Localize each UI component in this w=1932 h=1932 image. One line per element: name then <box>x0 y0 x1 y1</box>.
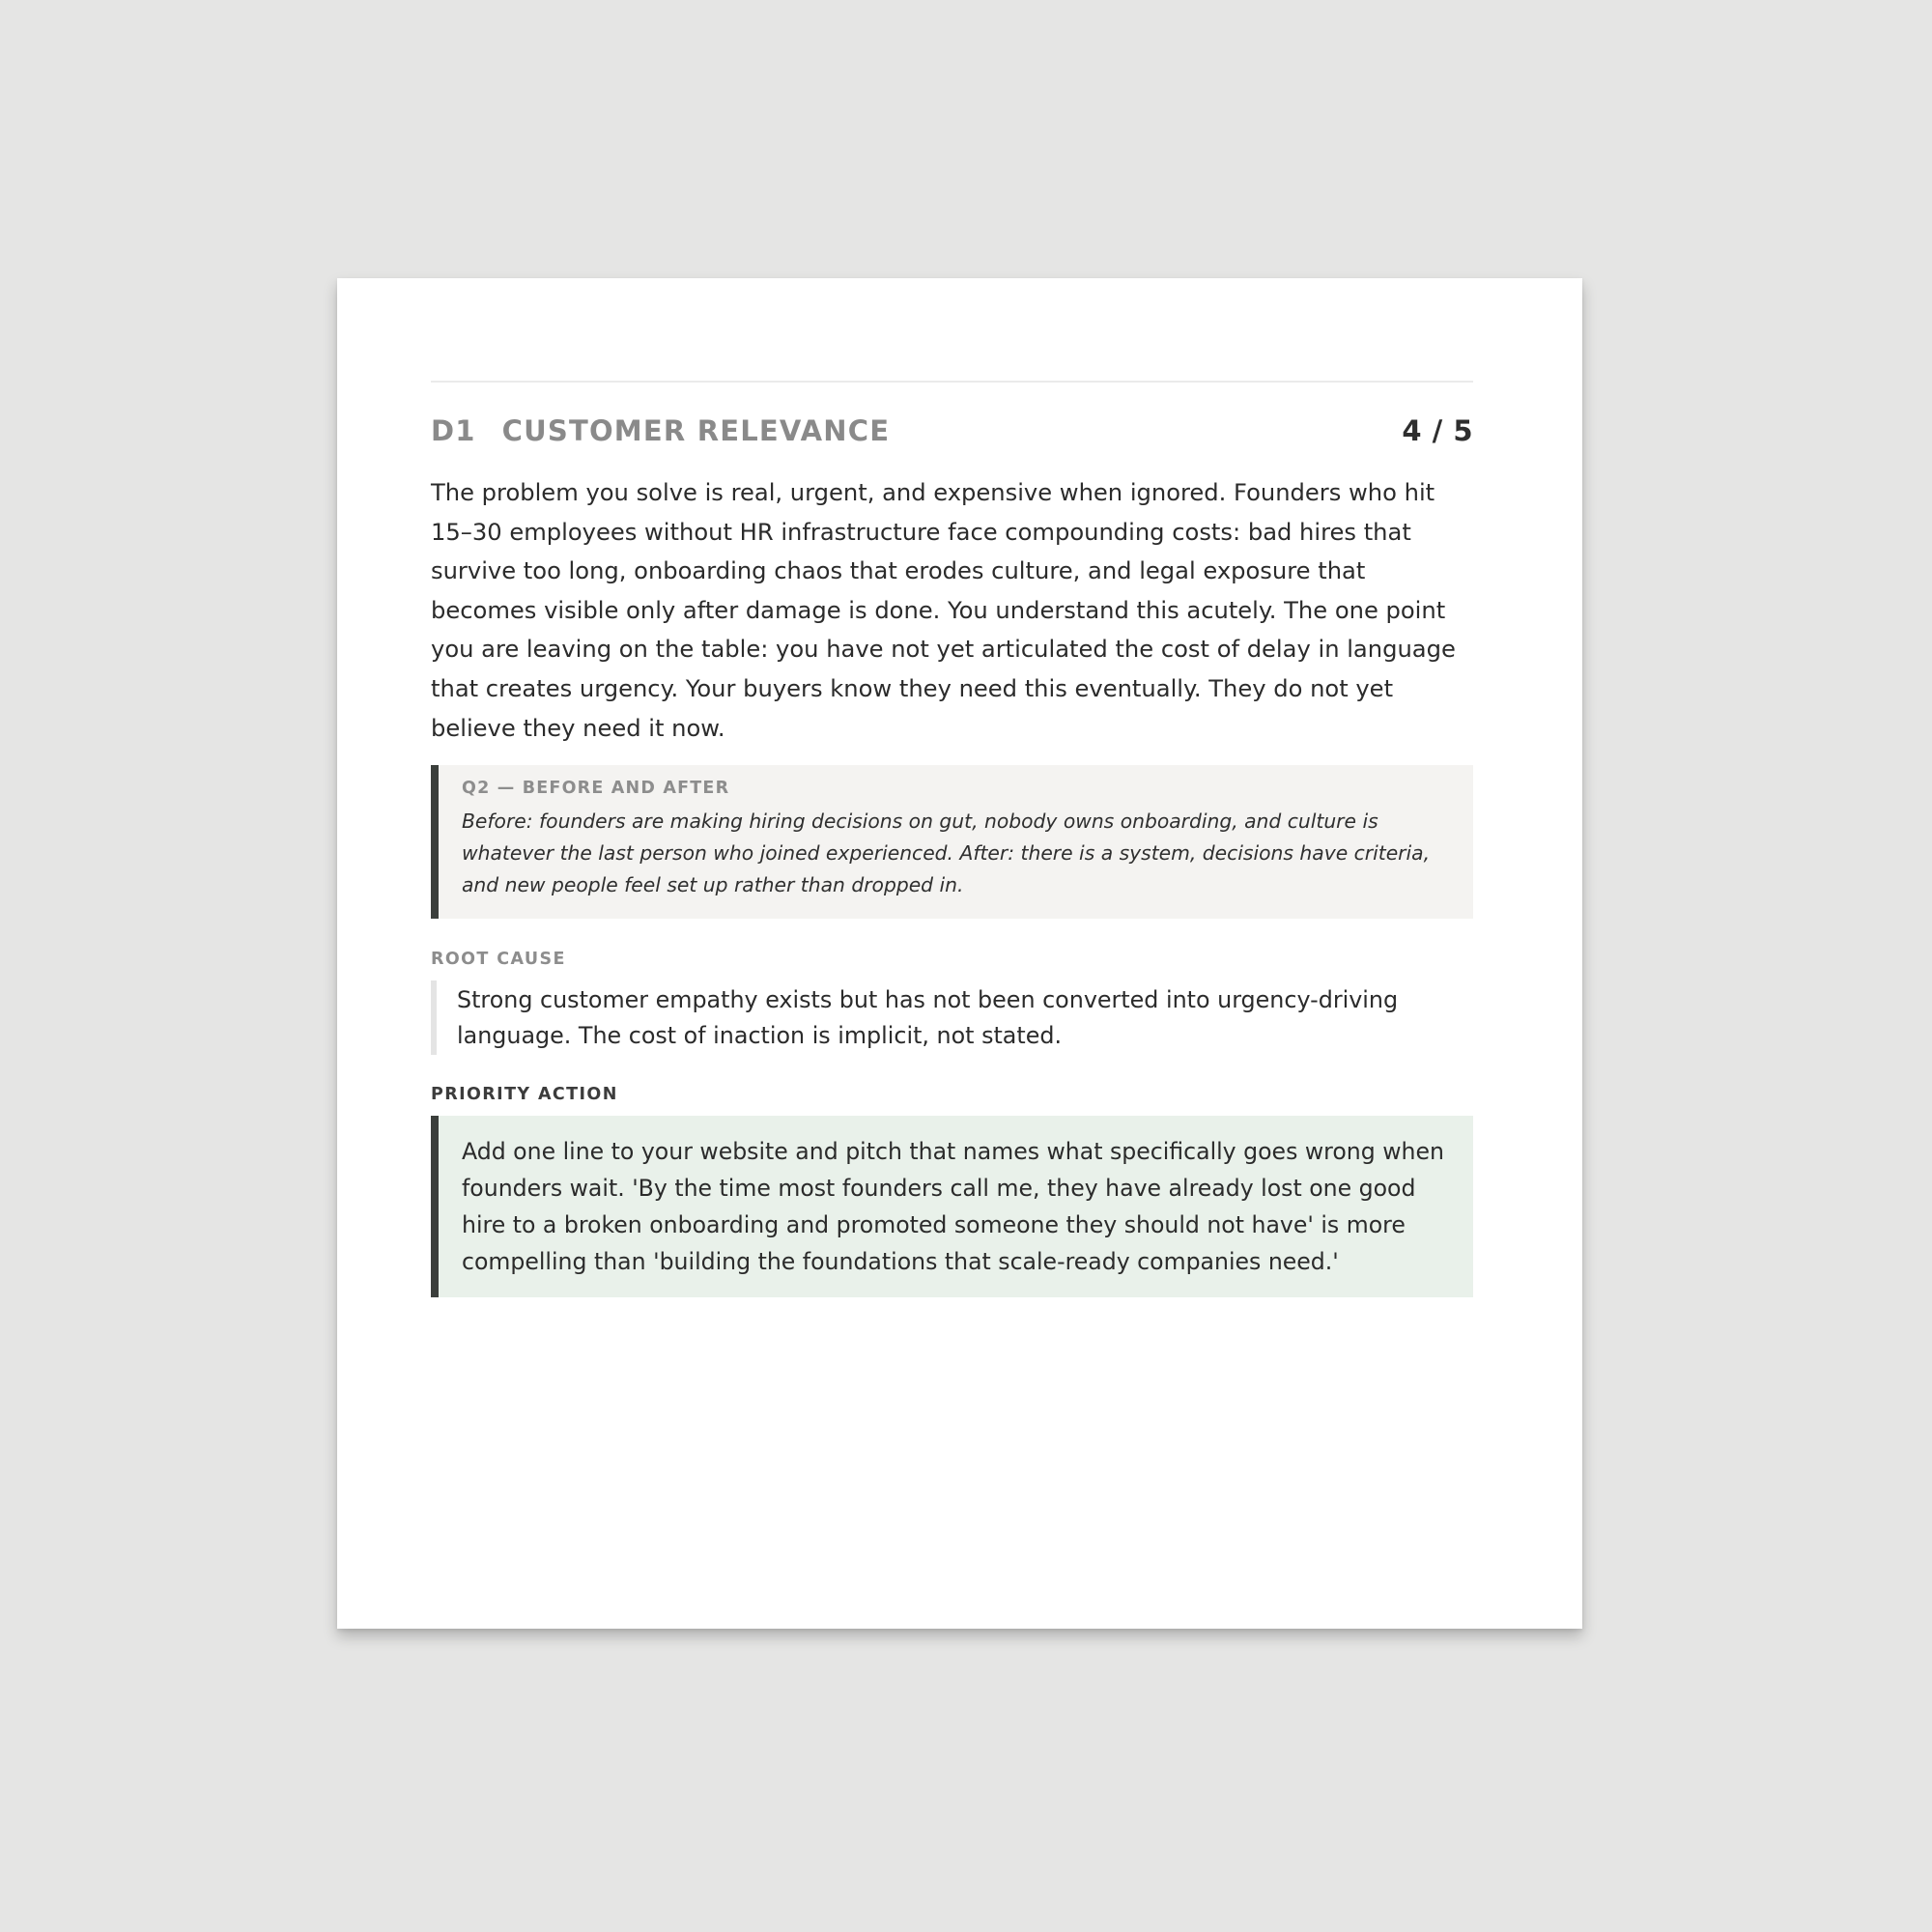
quote-label: Q2 — BEFORE AND AFTER <box>462 779 730 799</box>
dimension-code: D1 <box>431 414 476 447</box>
summary-paragraph: The problem you solve is real, urgent, and expensive when ignored. Founders who hit 15–30 employees without HR infrastructure face compounding costs: bad hires that survive too long, onboarding chaos that erodes culture, and legal exposure that becomes visible only after damage is done. You understand this acutely. The one point you are leaving on the table: you have not yet articulated the cost of delay in language that creates urgency. Your buyers know they need this eventually. They do not yet believe they need it now. <box>431 479 1456 742</box>
divider <box>431 381 1473 383</box>
priority-action-label: PRIORITY ACTION <box>431 1085 618 1105</box>
quote-text: Before: founders are making hiring decisions on gut, nobody owns onboarding, and culture is whatever the last person who joined experienced. After: there is a system, decisions have criteria, and new people feel set up rather than dropped in. <box>462 810 1431 897</box>
dimension-name: CUSTOMER RELEVANCE <box>501 414 891 447</box>
dimension-section <box>431 381 1473 1297</box>
quote-callout <box>431 765 1473 919</box>
report-page <box>337 278 1582 1629</box>
dimension-score: 4 / 5 <box>1402 414 1473 447</box>
root-cause-label: ROOT CAUSE <box>431 950 566 970</box>
dimension-title <box>431 414 890 447</box>
root-cause-text: Strong customer empathy exists but has not been converted into urgency-driving language. The cost of inaction is implicit, not stated. <box>431 980 1473 1055</box>
priority-action-text: Add one line to your website and pitch that names what specifically goes wrong when founders wait. 'By the time most founders call me, they have already lost one good hire to a broken onboarding and promoted someone they should not have' is more compelling than 'building the foundations that scale-ready companies need.' <box>431 1116 1473 1297</box>
dimension-header <box>431 412 1473 450</box>
